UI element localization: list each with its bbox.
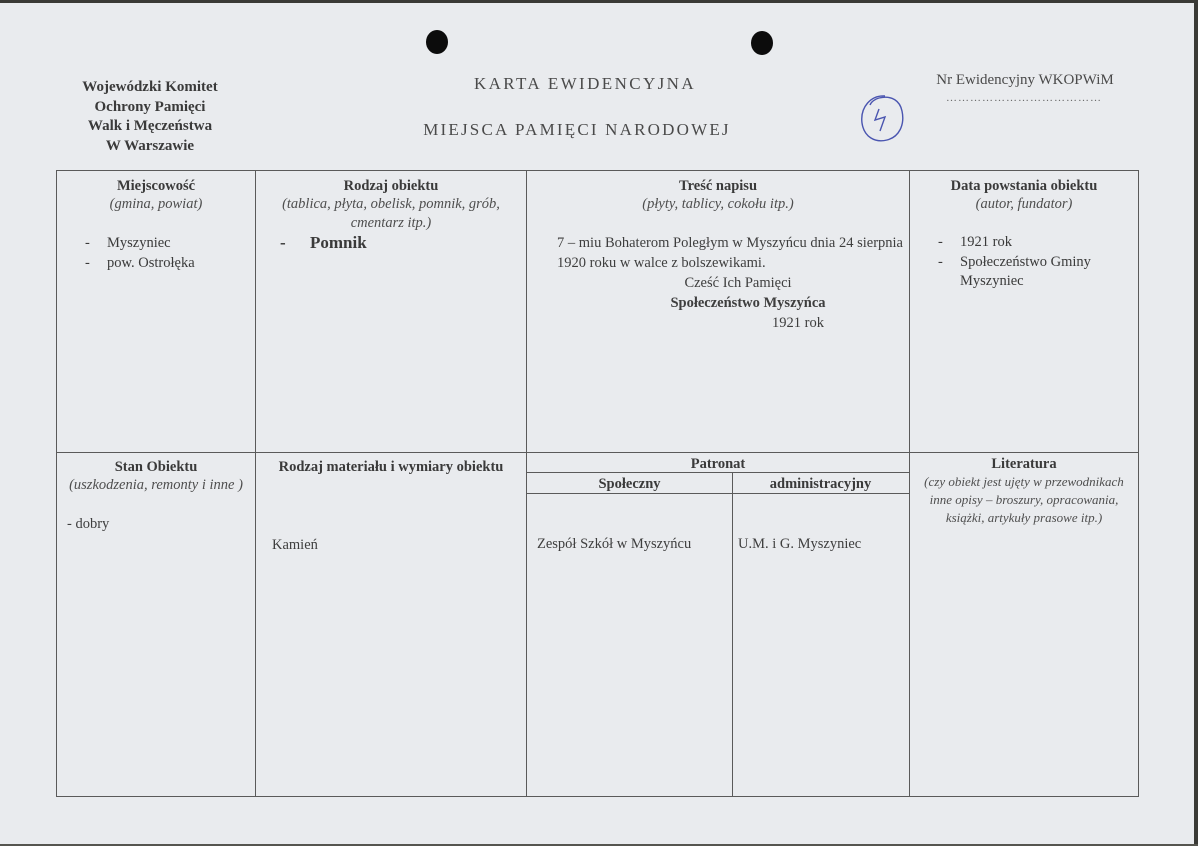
literature-header: Literatura xyxy=(991,456,1057,472)
creation-date-list xyxy=(938,233,1138,292)
handwritten-circled-number-icon xyxy=(857,93,907,145)
location-list xyxy=(85,234,255,273)
object-type-subheader: (tablica, płyta, obelisk, pomnik, grób, cmentarz itp.) xyxy=(282,196,500,231)
object-type-list xyxy=(280,233,526,253)
condition-subheader: (uszkodzenia, remonty i inne ) xyxy=(69,477,243,493)
cell-inscription xyxy=(526,170,910,453)
organization-line: W Warszawie xyxy=(105,137,195,154)
inscription-text: 7 – miu Bohaterom Poległym w Myszyńcu dnia 24 sierpnia 1920 roku w walce z bolszewikami. xyxy=(557,235,903,271)
location-item: - pow. Ostrołęka xyxy=(85,254,195,271)
creation-date-item: - 1921 rok xyxy=(938,234,1012,250)
cell-patronage xyxy=(526,452,910,797)
material-value: Kamień xyxy=(272,537,318,553)
organization-line: Walk i Męczeństwa xyxy=(87,118,213,134)
registry-number-field[interactable]: ………………………………… xyxy=(946,92,1102,104)
creation-date-item: - Społeczeństwo Gminy Myszyniec xyxy=(938,253,1091,289)
scan-edge-right xyxy=(1194,0,1198,846)
punch-hole-left xyxy=(426,30,448,54)
scan-edge-top xyxy=(0,0,1198,3)
inscription-year: 1921 rok xyxy=(772,315,824,331)
document-subtitle: MIEJSCA PAMIĘCI NARODOWEJ xyxy=(423,120,731,139)
inscription-signature: Społeczeństwo Myszyńca xyxy=(670,295,826,311)
location-header: Miejscowość xyxy=(116,178,196,194)
organization-line: Wojewódzki Komitet xyxy=(82,79,218,95)
condition-header: Stan Obiektu xyxy=(114,459,198,475)
condition-value: - dobry xyxy=(67,516,110,532)
organization-line: Ochrony Pamięci xyxy=(94,98,206,115)
cell-literature xyxy=(909,452,1139,797)
patronage-administrative-header: administracyjny xyxy=(732,473,909,494)
creation-date-subheader: (autor, fundator) xyxy=(975,196,1073,212)
cell-creation-date xyxy=(909,170,1139,453)
literature-subheader: (czy obiekt jest ujęty w przewodnikach inne opisy – broszury, opracowania, książki, artykuły prasowe itp.) xyxy=(924,474,1124,525)
location-subheader: (gmina, powiat) xyxy=(109,196,203,212)
cell-condition xyxy=(56,452,256,797)
inscription-honor-line: Cześć Ich Pamięci xyxy=(684,275,792,291)
patronage-social-value: Zespół Szkół w Myszyńcu xyxy=(537,536,692,552)
cell-material xyxy=(255,452,527,797)
location-item: - Myszyniec xyxy=(85,235,171,251)
patronage-header: Patronat xyxy=(527,453,909,473)
cell-object-type xyxy=(255,170,527,453)
object-type-item: - Pomnik xyxy=(280,233,367,252)
cell-location xyxy=(56,170,256,453)
patronage-social-column xyxy=(527,473,733,796)
organization-name xyxy=(60,78,240,156)
patronage-administrative-column xyxy=(732,473,909,796)
punch-hole-right xyxy=(751,31,773,55)
object-type-header: Rodzaj obiektu xyxy=(343,178,439,194)
creation-date-header: Data powstania obiektu xyxy=(950,178,1098,194)
material-header: Rodzaj materiału i wymiary obiektu xyxy=(278,459,504,475)
record-table xyxy=(56,170,1139,797)
patronage-administrative-value: U.M. i G. Myszyniec xyxy=(738,536,862,552)
registry-number-label: Nr Ewidencyjny WKOPWiM xyxy=(936,72,1114,88)
patronage-social-header: Społeczny xyxy=(527,473,732,494)
inscription-subheader: (płyty, tablicy, cokołu itp.) xyxy=(642,196,794,212)
document-title: KARTA EWIDENCYJNA xyxy=(473,74,697,93)
inscription-header: Treść napisu xyxy=(678,178,758,194)
